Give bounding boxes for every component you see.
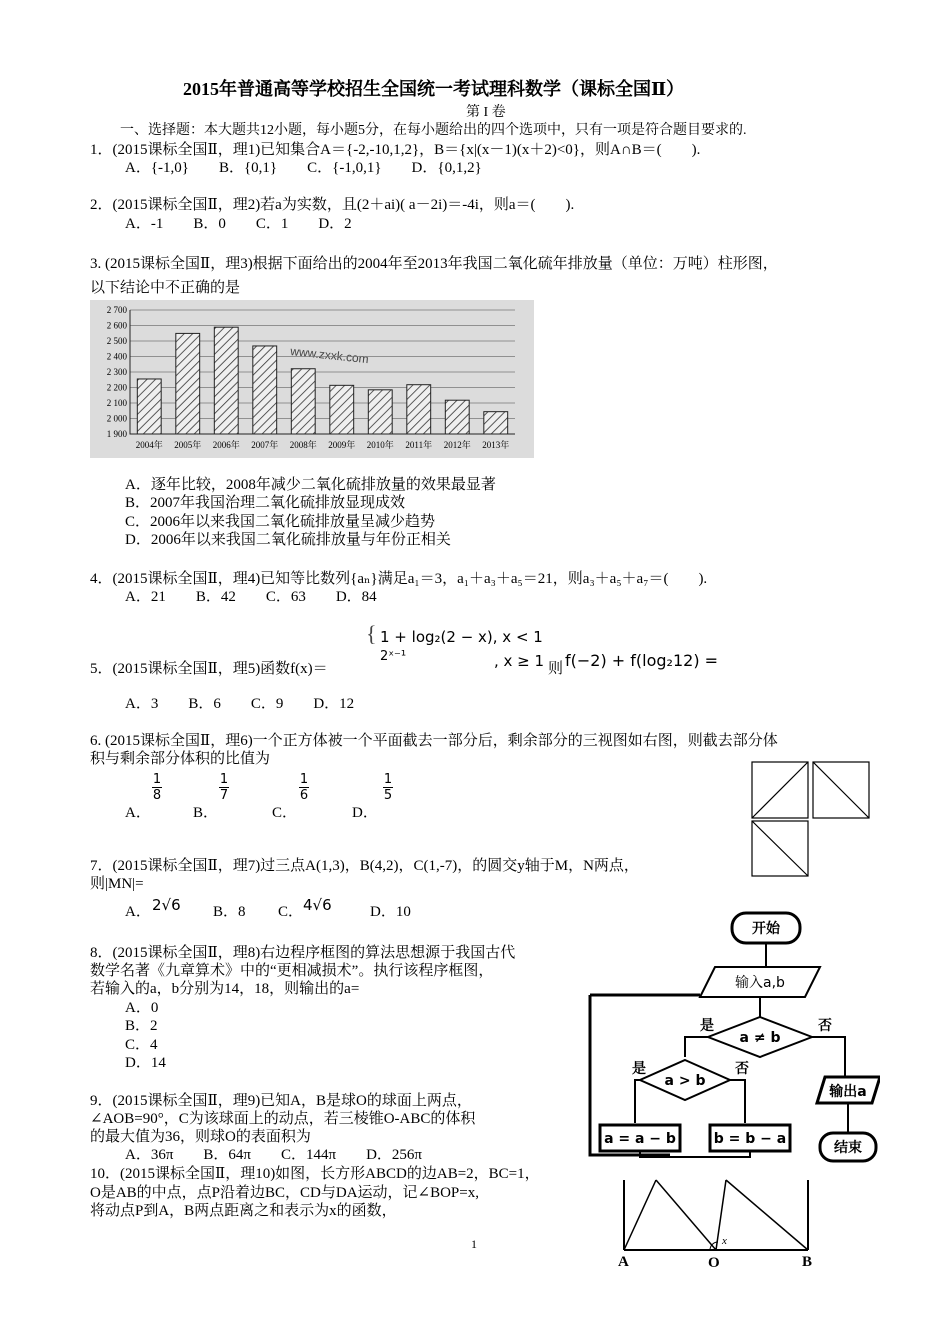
q5-case2-condition: , x ≥ 1 [494, 652, 545, 670]
chart-xtick-label: 2012年 [443, 440, 471, 450]
q1-stem: 1．(2015课标全国Ⅱ，理1)已知集合A＝{-2,-10,1,2}，B＝{x|(x－1)(x＋2)<0}，则A∩B＝( ). [90, 142, 701, 158]
q6-b-numerator: 1 [219, 772, 229, 787]
flow-no-label-2: 否 [735, 1061, 749, 1077]
q6-option-d-label: D． [352, 805, 378, 821]
chart-xtick-label: 2005年 [174, 440, 202, 450]
q7-option-a-label: A． [125, 904, 151, 920]
flow-assign-b-label: b = b − a [713, 1131, 787, 1147]
q2-stem: 2．(2015课标全国Ⅱ，理2)若a为实数，且(2＋ai)( a－2i)＝-4i，则a＝( ). [90, 197, 575, 213]
flowchart [580, 905, 880, 1175]
q6-option-a-label: A． [125, 805, 151, 821]
chart-bar [137, 379, 161, 434]
q8-option-d: D．14 [125, 1055, 166, 1071]
q8-stem-line2: 数学名著《九章算术》中的“更相减损术”。执行该程序框图， [90, 963, 494, 979]
chart-ytick-label: 2 600 [106, 320, 127, 331]
point-a-label: A [618, 1254, 629, 1270]
flow-cond2-label: a > b [664, 1073, 706, 1089]
q7-option-c-label: C． [278, 904, 304, 920]
chart-xtick-label: 2006年 [212, 440, 240, 450]
q6-b-denominator: 7 [219, 788, 229, 803]
chart-xtick-label: 2009年 [328, 440, 356, 450]
flow-cond1-label: a ≠ b [739, 1030, 781, 1046]
q3-stem-line2: 以下结论中不正确的是 [90, 280, 241, 296]
q5-then: 则 [548, 661, 564, 677]
q5-stem: 5．(2015课标全国Ⅱ，理5)函数f(x)＝ [90, 661, 328, 677]
chart-ytick-label: 2 000 [106, 413, 127, 424]
q5-case1: 1 + log₂(2 − x), x < 1 [380, 628, 543, 646]
chart-xtick-label: 2011年 [405, 440, 433, 450]
flow-start-label: 开始 [752, 921, 780, 937]
chart-ytick-label: 2 700 [106, 305, 127, 315]
q4-options: A．21 B．42 C．63 D．84 [125, 589, 377, 605]
chart-bar [253, 346, 277, 434]
chart-ytick-label: 2 500 [106, 336, 127, 346]
q7-stem-line2: 则|MN|= [90, 876, 144, 892]
chart-xtick-label: 2007年 [251, 440, 279, 450]
q9-stem-line1: 9．(2015课标全国Ⅱ，理9)已知A，B是球O的球面上两点， [90, 1093, 472, 1109]
chart-ytick-label: 2 200 [106, 382, 127, 393]
flow-no-label: 否 [818, 1018, 832, 1034]
q6-option-c-label: C． [272, 805, 298, 821]
q6-c-denominator: 6 [299, 788, 309, 803]
q6-c-numerator: 1 [299, 772, 309, 787]
q8-option-b: B．2 [125, 1018, 158, 1034]
q8-stem-line1: 8．(2015课标全国Ⅱ，理8)右边程序框图的算法思想源于我国古代 [90, 945, 516, 961]
q6-option-a-fraction [152, 772, 162, 803]
q8-stem-line3: 若输入的a，b分别为14，18，则输出的a= [90, 981, 360, 997]
page-title: 2015年普通高等学校招生全国统一考试理科数学（课标全国Ⅱ） [183, 79, 685, 99]
q3-stem-line1: 3. (2015课标全国Ⅱ，理3)根据下面给出的2004年至2013年我国二氧化硫年排放量（单位：万吨）柱形图， [90, 256, 778, 272]
chart-ytick-label: 2 400 [106, 351, 127, 362]
chart-xtick-label: 2013年 [482, 440, 510, 450]
q4-stem: 4．(2015课标全国Ⅱ，理4)已知等比数列{aₙ}满足a₁＝3，a₁＋a₃＋a₅＝21，则a₃＋a₅＋a₇＝( ). [90, 571, 708, 587]
so2-bar-chart [90, 300, 534, 458]
flow-end-label: 结束 [834, 1140, 862, 1156]
q6-option-c-fraction [299, 772, 309, 803]
q5-case2: 2ˣ⁻¹ [380, 649, 407, 664]
q10-stem-line1: 10．(2015课标全国Ⅱ，理10)如图，长方形ABCD的边AB=2，BC=1， [90, 1166, 540, 1182]
chart-bar [291, 369, 315, 434]
q6-d-numerator: 1 [383, 772, 393, 787]
point-o-label: O [708, 1255, 720, 1270]
q6-d-denominator: 5 [383, 788, 393, 803]
q6-a-numerator: 1 [152, 772, 162, 787]
q8-option-c: C．4 [125, 1037, 158, 1053]
q10-stem-line3: 将动点P到A，B两点距离之和表示为x的函数， [90, 1203, 397, 1219]
chart-watermark: www.zxxk.com [289, 344, 370, 367]
chart-bar [445, 400, 469, 434]
q3-option-b: B．2007年我国治理二氧化硫排放显现成效 [125, 495, 406, 511]
chart-bar [484, 412, 508, 434]
q1-options: A．{-1,0} B．{0,1} C．{-1,0,1} D．{0,1,2} [125, 160, 482, 176]
chart-bar [330, 385, 354, 434]
page-number: 1 [471, 1237, 477, 1251]
flow-yes-label: 是 [700, 1018, 714, 1034]
q9-stem-line3: 的最大值为36，则球O的表面积为 [90, 1129, 311, 1145]
chart-xtick-label: 2008年 [289, 440, 317, 450]
q5-options: A．3 B．6 C．9 D．12 [125, 696, 355, 712]
chart-bar [407, 385, 431, 434]
chart-xtick-label: 2004年 [135, 440, 163, 450]
chart-ytick-label: 2 100 [106, 398, 127, 408]
chart-ytick-label: 1 900 [106, 429, 127, 439]
q6-a-denominator: 8 [152, 788, 162, 803]
chart-bar [368, 390, 392, 434]
q8-option-a: A．0 [125, 1000, 159, 1016]
chart-ytick-label: 2 300 [106, 367, 127, 377]
q6-option-b-label: B． [193, 805, 219, 821]
flow-yes-label-2: 是 [632, 1061, 646, 1077]
q7-stem-line1: 7．(2015课标全国Ⅱ，理7)过三点A(1,3)，B(4,2)，C(1,-7)，的圆交y轴于M，N两点， [90, 858, 639, 874]
q5-brace: { [366, 621, 377, 646]
q3-option-d: D．2006年以来我国二氧化硫排放量与年份正相关 [125, 532, 451, 548]
q9-stem-line2: ∠AOB=90°，C为该球面上的动点，若三棱锥O-ABC的体积 [90, 1111, 476, 1127]
q6-stem-line1: 6. (2015课标全国Ⅱ，理6)一个正方体被一个平面截去一部分后，剩余部分的三视图如右图，则截去部分体 [90, 733, 778, 749]
chart-bar [214, 327, 238, 434]
q10-stem-line2: O是AB的中点，点P沿着边BC，CD与DA运动，记∠BOP=x, [90, 1185, 479, 1201]
flow-assign-a-label: a = a − b [604, 1131, 676, 1147]
section-heading: 一、选择题：本大题共12小题，每小题5分，在每小题给出的四个选项中，只有一项是符合题目要求的. [120, 123, 747, 138]
q7-option-c-value: 4√6 [303, 896, 332, 914]
flow-output-label: 输出a [829, 1084, 867, 1100]
q9-options: A．36π B．64π C．144π D．256π [125, 1147, 422, 1163]
q2-options: A．-1 B．0 C．1 D．2 [125, 216, 352, 232]
rectangle-abcd-figure [608, 1178, 828, 1270]
chart-xtick-label: 2010年 [366, 440, 394, 450]
q7-option-d: D．10 [370, 904, 411, 920]
q6-stem-line2: 积与剩余部分体积的比值为 [90, 751, 271, 767]
chart-bar [176, 333, 200, 434]
three-view-figure [750, 760, 872, 878]
q3-option-c: C．2006年以来我国二氧化硫排放量呈减少趋势 [125, 514, 436, 530]
q7-option-a-value: 2√6 [152, 896, 181, 914]
q6-option-d-fraction [383, 772, 393, 803]
angle-x-label: x [722, 1235, 727, 1247]
q6-option-b-fraction [219, 772, 229, 803]
point-b-label: B [802, 1254, 813, 1270]
flow-input-label: 输入a,b [735, 975, 785, 991]
q5-expression: f(−2) + f(log₂12) = [565, 651, 719, 670]
q7-option-b: B．8 [213, 904, 246, 920]
part-label: 第 I 卷 [466, 105, 506, 120]
q3-option-a: A．逐年比较，2008年减少二氧化硫排放量的效果最显著 [125, 477, 496, 493]
